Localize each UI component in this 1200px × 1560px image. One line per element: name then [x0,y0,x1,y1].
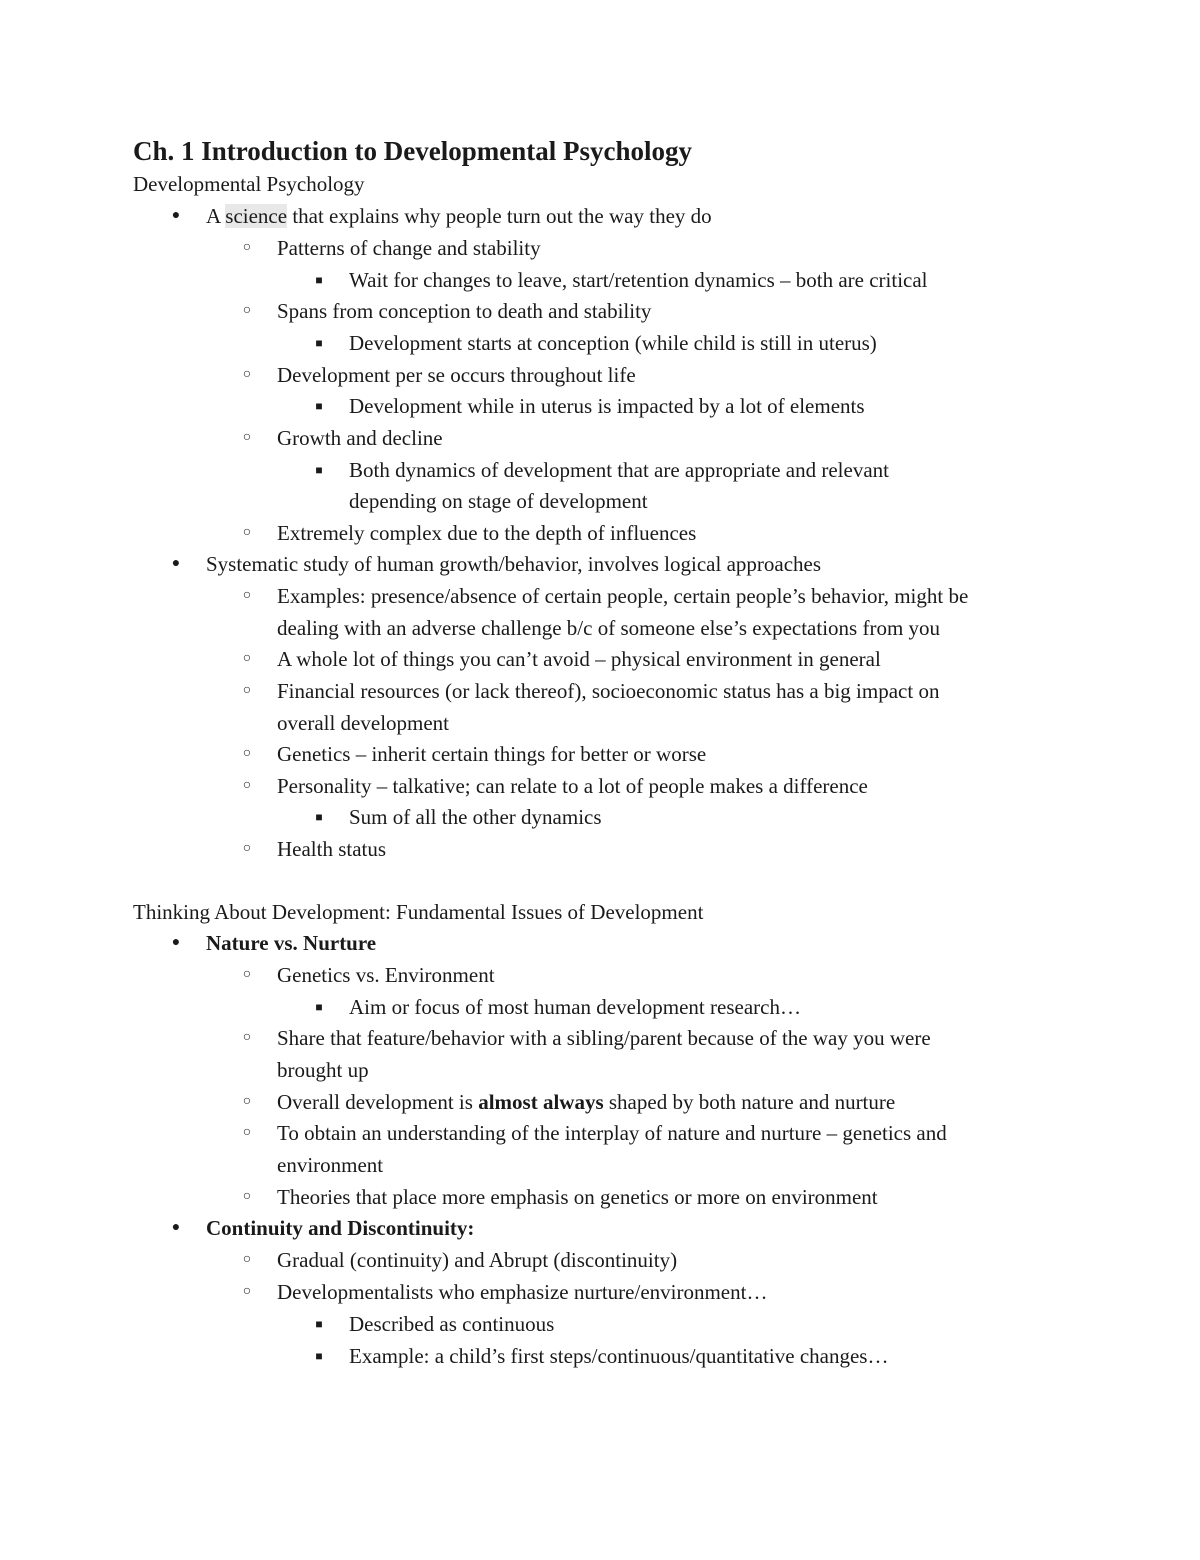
list-item: Theories that place more emphasis on genetics or more on environment [277,1185,878,1209]
bullet-level2: ○ [242,1094,252,1109]
list-item: Aim or focus of most human development research… [349,995,801,1019]
list-item: Wait for changes to leave, start/retention dynamics – both are critical [349,268,928,292]
list-item: Described as continuous [349,1312,555,1336]
page-title: Ch. 1 Introduction to Developmental Psychology [133,136,693,166]
list-item: Overall development is almost always shaped by both nature and nurture [277,1090,896,1114]
bullet-level2: ○ [242,525,252,540]
list-item: Developmentalists who emphasize nurture/environment… [277,1280,768,1304]
bullet-level1: ● [171,935,181,950]
list-item: A science that explains why people turn out the way they do [206,204,712,228]
bullet-level3: ■ [315,1349,323,1363]
bullet-level3: ■ [315,463,323,477]
list-item: Nature vs. Nurture [206,931,377,955]
list-item: Development while in uterus is impacted by a lot of elements [349,394,865,418]
bullet-level2: ○ [242,1189,252,1204]
list-item: To obtain an understanding of the interplay of nature and nurture – genetics and [277,1121,947,1145]
bullet-level2: ○ [242,746,252,761]
list-item: Examples: presence/absence of certain people, certain people’s behavior, might be [277,584,969,608]
list-item-continuation: dealing with an adverse challenge b/c of someone else’s expectations from you [277,616,941,640]
list-item: Health status [277,837,387,861]
bullet-level2: ○ [242,683,252,698]
bullet-level2: ○ [242,1125,252,1140]
list-item: Spans from conception to death and stability [277,299,652,323]
bullet-level2: ○ [242,367,252,382]
bullet-level3: ■ [315,399,323,413]
list-item: Extremely complex due to the depth of influences [277,521,697,545]
bullet-level3: ■ [315,1317,323,1331]
list-item: Growth and decline [277,426,443,450]
bullet-level2: ○ [242,430,252,445]
bullet-level2: ○ [242,1284,252,1299]
list-item-continuation: overall development [277,711,450,735]
list-item-continuation: brought up [277,1058,369,1082]
bullet-level2: ○ [242,240,252,255]
list-item: A whole lot of things you can’t avoid – physical environment in general [277,647,881,671]
list-item: Gradual (continuity) and Abrupt (discontinuity) [277,1248,678,1272]
bullet-level3: ■ [315,273,323,287]
bullet-level2: ○ [242,967,252,982]
list-item: Sum of all the other dynamics [349,805,602,829]
highlighted-word: science [225,204,288,228]
list-item-continuation: environment [277,1153,384,1177]
bullet-level3: ■ [315,810,323,824]
bullet-level2: ○ [242,588,252,603]
list-item: Development per se occurs throughout life [277,363,636,387]
bullet-level2: ○ [242,303,252,318]
list-item: Genetics – inherit certain things for better or worse [277,742,707,766]
list-item-continuation: depending on stage of development [349,489,648,513]
bullet-level2: ○ [242,651,252,666]
list-item: Systematic study of human growth/behavior, involves logical approaches [206,552,822,576]
list-item: Continuity and Discontinuity: [206,1216,475,1240]
bullet-level1: ● [171,208,181,223]
list-item: Genetics vs. Environment [277,963,495,987]
bullet-level2: ○ [242,841,252,856]
list-item: Share that feature/behavior with a sibling/parent because of the way you were [277,1026,931,1050]
emphasis-text: almost always [478,1090,604,1114]
bullet-level3: ■ [315,1000,323,1014]
list-item: Both dynamics of development that are appropriate and relevant [349,458,889,482]
bullet-level2: ○ [242,778,252,793]
bullet-level2: ○ [242,1030,252,1045]
list-item: Personality – talkative; can relate to a lot of people makes a difference [277,774,868,798]
section-heading-fundamental-issues: Thinking About Development: Fundamental Issues of Development [133,900,704,924]
list-item: Example: a child’s first steps/continuous/quantitative changes… [349,1344,889,1368]
list-item: Patterns of change and stability [277,236,541,260]
section-heading-developmental-psychology: Developmental Psychology [133,172,365,196]
bullet-level1: ● [171,1220,181,1235]
bullet-level1: ● [171,556,181,571]
bullet-level2: ○ [242,1252,252,1267]
bullet-level3: ■ [315,336,323,350]
list-item: Financial resources (or lack thereof), socioeconomic status has a big impact on [277,679,940,703]
list-item: Development starts at conception (while child is still in uterus) [349,331,877,355]
